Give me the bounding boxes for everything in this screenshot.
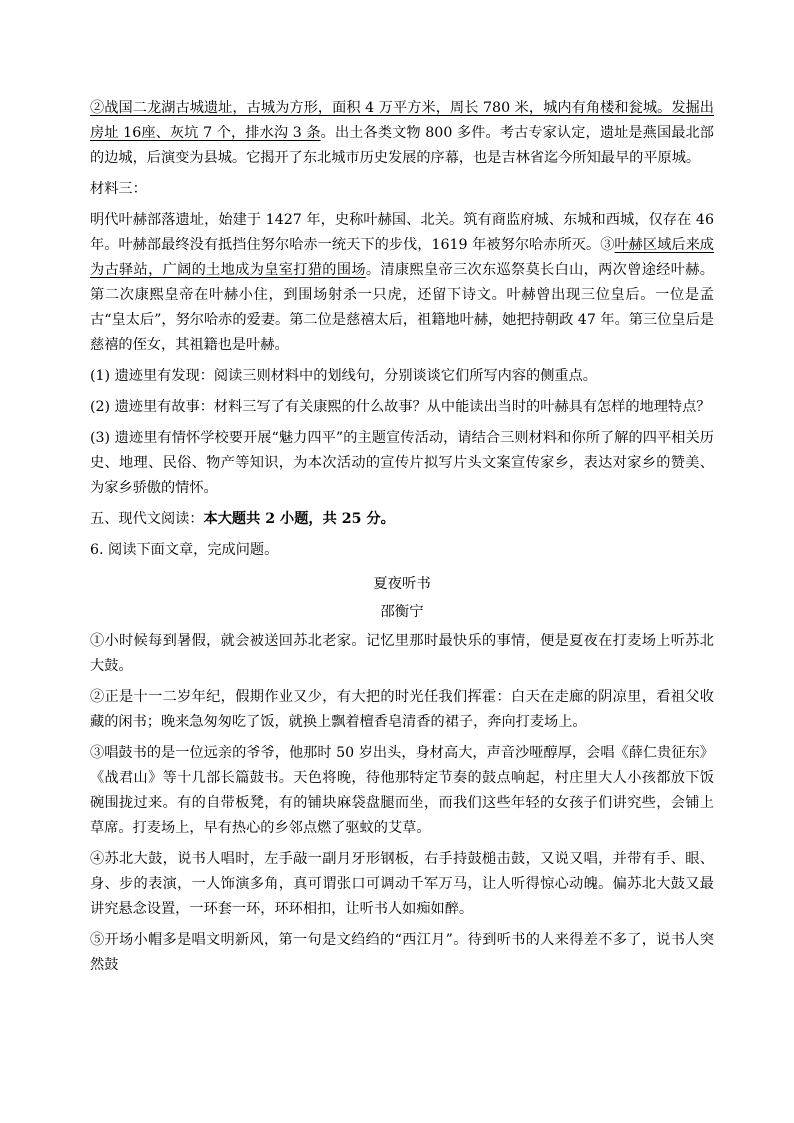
material3-heading: 材料三：	[90, 181, 147, 197]
question-3: (3) 遗迹里有情怀学校要开展“魅力四平”的主题宣传活动，请结合三则材料和你所了解的四平相关历史、地理、民俗、物产等知识，为本次活动的宣传片拟写片头文案宣传家乡，表达对家乡的赞美、为家乡骄傲的情怀。	[90, 430, 714, 496]
article-author: 邵衡宁	[380, 604, 424, 620]
section5-heading	[90, 507, 714, 532]
material3-text-after: 。清康熙皇帝三次东巡祭莫长白山，两次曾途经叶赫。第二次康熙皇帝在叶赫小住，到围场射杀一只虎，还留下诗文。叶赫曾出现三位皇后。一位是孟古“皇太后”，努尔哈赤的爱妻。第二位是慈禧太后，祖籍地叶赫，她把持朝政 47 年。第三位皇后是慈禧的侄女，其祖籍也是叶赫。	[90, 262, 714, 353]
article-title: 夏夜听书	[373, 576, 431, 592]
section5-prefix: 五、现代文阅读：	[90, 511, 204, 527]
material2-text: 。出土各类文物 800 多件。考古专家认定，遗址是燕国最北部的边城，后演变为县城。它揭开了东北城市历史发展的序幕，也是吉林省迄今所知最早的平原城。	[90, 125, 714, 166]
article-paragraph-2: ②正是十一二岁年纪，假期作业又少，有大把的时光任我们挥霍：白天在走廊的阴凉里，看祖父收藏的闲书；晚来急匆匆吃了饭，就换上飘着檀香皂清香的裙子，奔向打麦场上。	[90, 689, 714, 730]
material2-paragraph	[90, 96, 714, 171]
question-6: 6. 阅读下面文章，完成问题。	[90, 542, 279, 558]
material3-paragraph	[90, 208, 714, 358]
article-paragraph-4: ④苏北大鼓，说书人唱时，左手敲一副月牙形钢板，右手持鼓槌击鼓，又说又唱，并带有手、眼、身、步的表演，一人饰演多角，真可谓张口可调动千军万马，让人听得惊心动魄。偏苏北大鼓又最讲究悬念设置，一环套一环，环环相扣，让听书人如痴如醉。	[90, 851, 714, 917]
article-paragraph-3: ③唱鼓书的是一位远亲的爷爷，他那时 50 岁出头，身材高大，声音沙哑醇厚，会唱《薛仁贵征东》《战君山》等十几部长篇鼓书。天色将晚，待他那特定节奏的鼓点响起，村庄里大人小孩都放下饭碗围拢过来。有的自带板凳，有的铺块麻袋盘腿而坐，而我们这些年轻的女孩子们讲究些，会铺上草席。打麦场上，早有热心的乡邻点燃了驱蚊的艾草。	[90, 745, 714, 836]
underlined-sentence-2: ②战国二龙湖古城遗址，古城为方形，面积 4 万平方米，周长 780 米，城内有角楼和瓮城。发掘出房址 16座、灰坑 7 个，排水沟 3 条	[90, 100, 714, 141]
question-1: (1) 遗迹里有发现：阅读三则材料中的划线句，分别谈谈它们所写内容的侧重点。	[90, 368, 597, 384]
section5-bold: 本大题共 2 小题，共 25 分。	[203, 511, 395, 527]
article-paragraph-5: ⑤开场小帽多是唱文明新风，第一句是文绉绉的“西江月”。待到听书的人来得差不多了，说书人突然鼓	[90, 932, 714, 973]
material3-text-before: 明代叶赫部落遗址，始建于 1427 年，史称叶赫国、北关。筑有商监府城、东城和西城，仅存在 46 年。叶赫部最终没有抵挡住努尔哈赤一统天下的步伐，1619 年被努尔哈赤所灭。③	[90, 212, 714, 253]
underlined-sentence-3: 叶赫区域后来成为古驿站，广阔的土地成为皇室打猎的围场	[90, 237, 714, 278]
question-2: (2) 遗迹里有故事：材料三写了有关康熙的什么故事？从中能读出当时的叶赫具有怎样的地理特点？	[90, 399, 711, 415]
article-paragraph-1: ①小时候每到暑假，就会被送回苏北老家。记忆里那时最快乐的事情，便是夏夜在打麦场上听苏北大鼓。	[90, 633, 714, 674]
